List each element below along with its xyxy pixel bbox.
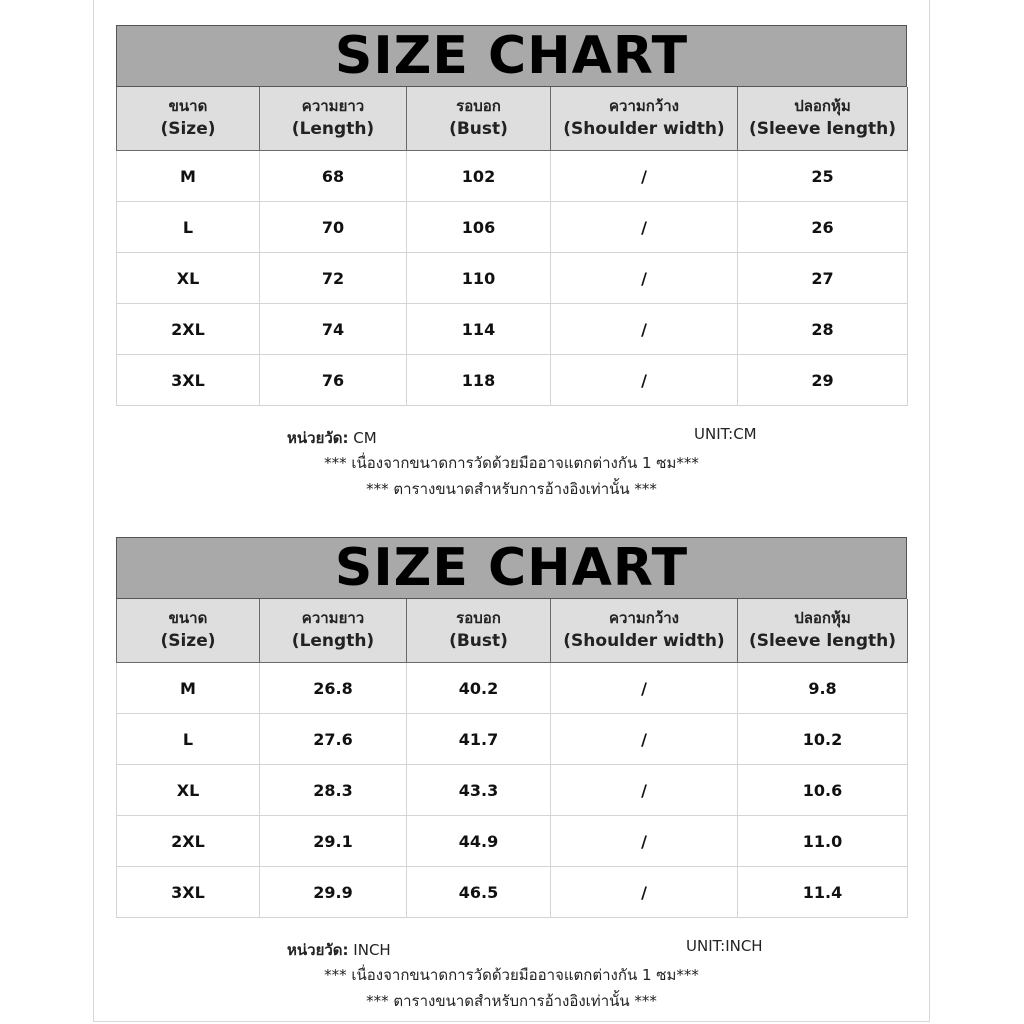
size-table-cm <box>116 87 908 406</box>
cell-shoulder-width: / <box>551 355 738 406</box>
cell-length: 76 <box>260 355 407 406</box>
header-bust: รอบอก (Bust) <box>407 599 551 663</box>
cell-shoulder-width: / <box>551 765 738 816</box>
unit-thai-label: หน่วยวัด: <box>287 429 349 447</box>
cell-sleeve-length: 28 <box>738 304 908 355</box>
cell-length: 26.8 <box>260 663 407 714</box>
cell-shoulder-width: / <box>551 816 738 867</box>
cell-bust: 102 <box>407 151 551 202</box>
cell-bust: 41.7 <box>407 714 551 765</box>
cell-size: XL <box>117 765 260 816</box>
table-row <box>117 202 908 253</box>
header-size: ขนาด (Size) <box>117 87 260 151</box>
header-length: ความยาว (Length) <box>260 87 407 151</box>
header-sleeve-length: ปลอกหุ้ม (Sleeve length) <box>738 87 908 151</box>
cell-size: L <box>117 202 260 253</box>
cell-length: 70 <box>260 202 407 253</box>
cell-size: M <box>117 151 260 202</box>
cell-size: L <box>117 714 260 765</box>
cell-sleeve-length: 26 <box>738 202 908 253</box>
measurement-note: *** เนื่องจากขนาดการวัดด้วยมืออาจแตกต่างกัน 1 ซม*** <box>324 454 699 472</box>
cell-bust: 110 <box>407 253 551 304</box>
reference-note: *** ตารางขนาดสำหรับการอ้างอิงเท่านั้น *** <box>366 992 657 1010</box>
cell-sleeve-length: 11.0 <box>738 816 908 867</box>
table-row <box>117 253 908 304</box>
size-chart-cm <box>116 25 907 406</box>
cell-shoulder-width: / <box>551 867 738 918</box>
size-table-inch <box>116 599 908 918</box>
cell-sleeve-length: 29 <box>738 355 908 406</box>
reference-note: *** ตารางขนาดสำหรับการอ้างอิงเท่านั้น *** <box>366 480 657 498</box>
table-row <box>117 355 908 406</box>
table-row <box>117 765 908 816</box>
cell-shoulder-width: / <box>551 304 738 355</box>
cell-length: 27.6 <box>260 714 407 765</box>
table-header-row <box>117 87 908 151</box>
cell-length: 68 <box>260 151 407 202</box>
unit-eng: UNIT:CM <box>694 425 757 443</box>
cell-shoulder-width: / <box>551 202 738 253</box>
cell-bust: 106 <box>407 202 551 253</box>
table-row <box>117 304 908 355</box>
unit-line <box>116 426 907 450</box>
cell-length: 72 <box>260 253 407 304</box>
unit-thai-value: CM <box>348 429 377 447</box>
unit-thai-value: INCH <box>348 941 391 959</box>
table-row <box>117 663 908 714</box>
cell-bust: 43.3 <box>407 765 551 816</box>
header-size: ขนาด (Size) <box>117 599 260 663</box>
cell-sleeve-length: 10.6 <box>738 765 908 816</box>
cell-size: M <box>117 663 260 714</box>
unit-thai <box>287 938 391 962</box>
cell-size: 3XL <box>117 355 260 406</box>
cell-size: 2XL <box>117 816 260 867</box>
table-row <box>117 151 908 202</box>
cell-bust: 40.2 <box>407 663 551 714</box>
cell-sleeve-length: 9.8 <box>738 663 908 714</box>
table-header-row <box>117 599 908 663</box>
cell-length: 74 <box>260 304 407 355</box>
unit-thai-label: หน่วยวัด: <box>287 941 349 959</box>
size-chart-inch <box>116 537 907 918</box>
header-shoulder-width: ความกว้าง (Shoulder width) <box>551 599 738 663</box>
notes-cm <box>116 426 907 502</box>
cell-bust: 46.5 <box>407 867 551 918</box>
cell-bust: 44.9 <box>407 816 551 867</box>
cell-size: 3XL <box>117 867 260 918</box>
cell-size: XL <box>117 253 260 304</box>
cell-sleeve-length: 11.4 <box>738 867 908 918</box>
cell-shoulder-width: / <box>551 663 738 714</box>
unit-line <box>116 938 907 962</box>
notes-inch <box>116 938 907 1014</box>
measurement-note: *** เนื่องจากขนาดการวัดด้วยมืออาจแตกต่างกัน 1 ซม*** <box>324 966 699 984</box>
size-chart-title: SIZE CHART <box>116 25 907 87</box>
header-bust: รอบอก (Bust) <box>407 87 551 151</box>
cell-length: 29.1 <box>260 816 407 867</box>
cell-length: 29.9 <box>260 867 407 918</box>
table-row <box>117 816 908 867</box>
cell-size: 2XL <box>117 304 260 355</box>
cell-sleeve-length: 10.2 <box>738 714 908 765</box>
cell-shoulder-width: / <box>551 253 738 304</box>
cell-bust: 118 <box>407 355 551 406</box>
unit-thai <box>287 426 377 450</box>
cell-sleeve-length: 25 <box>738 151 908 202</box>
header-shoulder-width: ความกว้าง (Shoulder width) <box>551 87 738 151</box>
cell-shoulder-width: / <box>551 151 738 202</box>
cell-length: 28.3 <box>260 765 407 816</box>
size-chart-title: SIZE CHART <box>116 537 907 599</box>
unit-eng: UNIT:INCH <box>686 937 763 955</box>
cell-bust: 114 <box>407 304 551 355</box>
header-sleeve-length: ปลอกหุ้ม (Sleeve length) <box>738 599 908 663</box>
cell-sleeve-length: 27 <box>738 253 908 304</box>
table-row <box>117 714 908 765</box>
cell-shoulder-width: / <box>551 714 738 765</box>
table-row <box>117 867 908 918</box>
header-length: ความยาว (Length) <box>260 599 407 663</box>
